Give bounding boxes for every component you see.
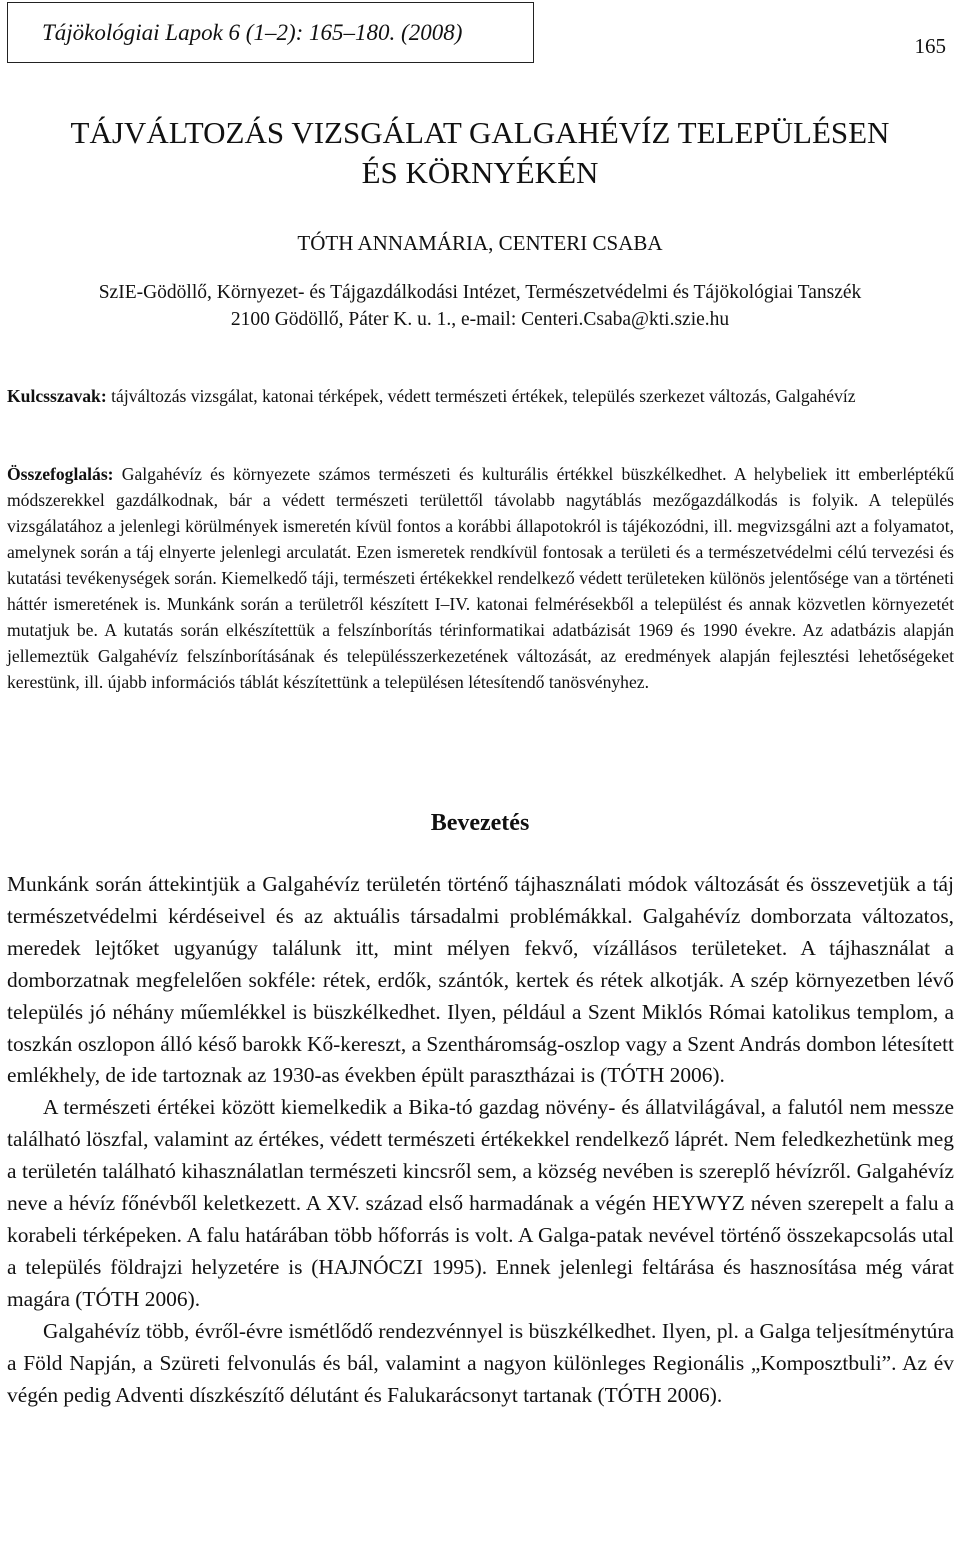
- page-number: 165: [914, 34, 946, 58]
- body-text: [7, 869, 954, 1411]
- keywords-block: [7, 383, 954, 409]
- paragraph-2: A természeti értékei között kiemelkedik a Bika-tó gazdag növény- és állatvilágával, a falutól nem messze található löszfal, valamint az értékes, védett természeti értékekkel rendelkező láprét. Nem feledkezhetünk meg a területén található kihasználatlan természeti kincsről sem, a község nevében is szereplő hévízről. Galgahévíz neve a hévíz főnévből keletkezett. A XV. század első harmadának a végén HEYWYZ néven szerepelt a falu a korabeli térképeken. A falu határában több hőforrás is volt. A Galga-patak nevével történő összekapcsolás utal a település földrajzi helyzetére is (HAJNÓCZI 1995). Ennek jelenlegi feltárása és hasznosítása még várat magára (TÓTH 2006).: [7, 1095, 954, 1311]
- article-title-line-2: ÉS KÖRNYÉKÉN: [361, 155, 599, 190]
- paragraph-3: Galgahévíz több, évről-évre ismétlődő rendezvénnyel is büszkélkedhet. Ilyen, pl. a Galga teljesítménytúra a Föld Napján, a Szüreti felvonulás és bál, valamint a nagyon különleges Regionális „Komposztbuli”. Az év végén pedig Adventi díszkészítő délutánt és Falukarácsonyt tartanak (TÓTH 2006).: [7, 1318, 954, 1407]
- abstract-text: Galgahévíz és környezete számos természeti és kulturális értékkel büszkélkedhet. A helybeliek itt emberléptékű módszerekkel gazdálkodnak, bár a védett természeti területtől távolabb nagytáblás mezőgazdálkodás is folyik. A település vizsgálatához a jelenlegi körülmények ismeretén kívül fontos a korábbi állapotokról is tájékozódni, ill. megvizsgálni azt a folyamatot, amelynek során a táj elnyerte jelenlegi arculatát. Ezen ismeretek rendkívül fontosak a területi és a természetvédelmi célú tervezési és kutatási tevékenységek során. Kiemelkedő táji, természeti értékekkel rendelkező védett területeken különös jelentősége van a történeti háttér ismeretének is. Munkánk során a területről készített I–IV. katonai felmérésekből a települést és annak közvetlen környezetét mutatjuk be. A kutatás során elkészítettük a felszínborítás térinformatikai adatbázisát 1969 és 1990 évekre. Az adatbázis alapján jellemeztük Galgahévíz felszínborításának és településszerkezetének változását, az eredmények alapján fejlesztési lehetőségeket kerestünk, ill. újabb információs táblát készítettünk a településen létesítendő tanösvényhez.: [7, 464, 954, 692]
- abstract-label: Összefoglalás:: [7, 464, 114, 484]
- abstract-block: [7, 461, 954, 695]
- keywords-text: tájváltozás vizsgálat, katonai térképek, védett természeti értékek, település szerkezet változás, Galgahévíz: [111, 386, 856, 406]
- affiliation-line-1: SzIE-Gödöllő, Környezet- és Tájgazdálkodási Intézet, Természetvédelmi és Tájökológiai Tanszék: [98, 282, 862, 303]
- journal-citation-box: [7, 2, 534, 63]
- paragraph-1: Munkánk során áttekintjük a Galgahévíz területén történő tájhasználati módok változását és összevetjük a táj természetvédelmi kérdéseivel és az aktuális társadalmi problémákkal. Galgahévíz domborzata változatos, meredek lejtőket ugyanúgy találunk itt, mint mélyen fekvő, vízállásos területeket. A tájhasználat a domborzatnak megfelelően sokféle: rétek, erdők, szántók, kertek és rétek alkotják. A szép környezetben lévő település jó néhány műemlékkel is büszkélkedhet. Ilyen, például a Szent Miklós Római katolikus templom, a toszkán oszlopon álló késő barokk Kő-kereszt, a Szentháromság-oszlop vagy a Szent András dombon létesített emlékhely, de ide tartoznak az 1930-as években épült parasztházai is (TÓTH 2006).: [7, 872, 954, 1088]
- journal-citation: Tájökológiai Lapok 6 (1–2): 165–180. (2008): [42, 20, 463, 45]
- article-authors: TÓTH ANNAMÁRIA, CENTERI CSABA: [297, 231, 663, 255]
- section-heading: Bevezetés: [430, 810, 530, 836]
- article-title-line-1: TÁJVÁLTOZÁS VIZSGÁLAT GALGAHÉVÍZ TELEPÜLÉSEN: [70, 115, 890, 150]
- keywords-label: Kulcsszavak:: [7, 386, 107, 406]
- affiliation-line-2: 2100 Gödöllő, Páter K. u. 1., e-mail: Centeri.Csaba@kti.szie.hu: [230, 309, 730, 330]
